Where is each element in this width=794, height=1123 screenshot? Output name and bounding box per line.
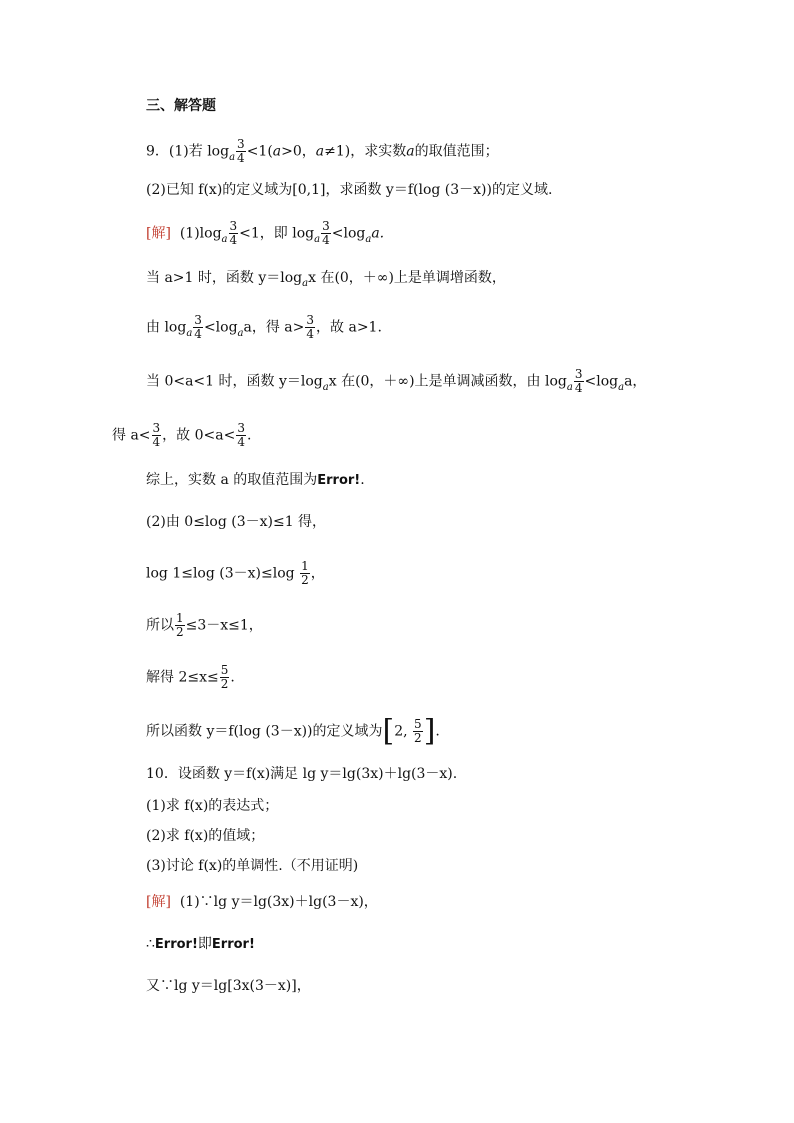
sol10-line2 [146,934,255,955]
text: 当 a>1 时，函数 y＝log [146,270,303,286]
subscript: a [365,233,372,245]
error-text: Error! [317,473,361,488]
numerator: 5 [414,717,422,731]
text: x 在(0，＋∞)上是单调增函数， [308,270,506,286]
text: 即 [197,936,212,952]
text: 2, [394,723,408,740]
numerator: 3 [152,421,161,435]
text: . [360,472,365,488]
numerator: 5 [220,663,229,677]
sol9-line10 [146,664,235,691]
text: ， [310,565,325,582]
sol9-line5 [112,422,251,449]
text: (1)log [179,225,222,242]
text: <1，即 log [239,225,315,242]
sol9-line1 [146,220,384,247]
numerator: 3 [237,137,245,151]
sol9-line4 [146,368,646,395]
denominator: 4 [574,381,583,395]
fraction [152,422,162,449]
error-text: Error! [154,937,198,952]
text: ，故 a>1. [316,319,382,336]
text: 得 a< [112,427,151,444]
fraction [229,220,239,247]
numerator: 3 [237,421,245,435]
fraction [413,718,423,745]
fraction [236,422,246,449]
denominator: 2 [301,573,309,587]
subscript: a [566,381,573,393]
fraction [236,138,246,165]
text: ≠1)，求实数 [324,143,407,160]
text: >0， [281,143,316,160]
text: (1)∵lg y＝lg(3x)＋lg(3－x)， [179,894,378,910]
text: ≤3－x≤1， [185,617,263,634]
fraction [574,368,584,395]
denominator: 2 [414,731,422,745]
subscript: a [302,278,309,289]
q10-part3: (3)讨论 f(x)的单调性.（不用证明) [146,858,359,874]
section-title: 三、解答题 [146,98,216,114]
text: (1)若 log [168,143,230,160]
text: . [230,669,235,686]
text: 所以函数 y＝f(log (3－x))的定义域为 [146,723,383,740]
text: <log [584,373,619,390]
text: 当 0<a<1 时，函数 y＝log [146,373,323,390]
subscript: a [314,233,321,245]
text: 所以 [146,617,174,634]
text: x 在(0，＋∞)上是单调减函数，由 log [328,373,567,390]
q10-part2: (2)求 f(x)的值域； [146,828,265,844]
subscript: a [322,381,329,393]
q9-number: 9． [146,143,169,160]
var: a [272,143,282,160]
sol9-line9 [146,612,263,639]
subscript: a [618,381,625,393]
text: <log [331,225,366,242]
text: . [246,427,252,444]
text: <1( [246,143,273,160]
solution-tag: [解] [146,894,171,910]
numerator: 3 [194,313,202,327]
text: a， [624,373,647,390]
denominator: 4 [229,233,238,247]
denominator: 4 [237,151,245,165]
var: a [406,143,415,160]
text: 解得 2≤x≤ [146,669,219,686]
error-text: Error! [211,937,255,952]
text: 的取值范围； [414,143,499,160]
solution-tag: [解] [146,225,171,242]
fraction [220,664,230,691]
right-bracket: ] [423,713,436,749]
denominator: 2 [176,625,184,639]
text: log 1≤log (3－x)≤log [146,565,300,582]
sol9-line6 [146,470,365,491]
q9-part1 [146,138,499,165]
numerator: 3 [306,313,315,327]
q10-part1: (1)求 f(x)的表达式； [146,798,279,814]
text: a. [371,225,385,242]
q10-stem: 10．设函数 y＝f(x)满足 lg y＝lg(3x)＋lg(3－x). [146,766,458,782]
numerator: 3 [574,367,583,381]
denominator: 2 [220,677,229,691]
sol10-line1 [146,892,378,912]
denominator: 4 [322,233,330,247]
subscript: a [229,151,236,163]
sol9-line11 [146,713,440,749]
fraction [175,612,185,639]
q9-part2: (2)已知 f(x)的定义域为[0,1]，求函数 y＝f(log (3－x))的定义域. [146,182,553,198]
fraction [321,220,331,247]
sol9-line8 [146,560,325,587]
denominator: 4 [306,327,315,341]
numerator: 3 [322,219,330,233]
text: a，得 a> [243,319,305,336]
denominator: 4 [194,327,202,341]
text: ，故 0<a< [162,427,236,444]
sol9-line2 [146,268,506,290]
numerator: 1 [176,611,184,625]
sol9-line7: (2)由 0≤log (3－x)≤1 得， [146,514,327,530]
text: 由 log [146,319,187,336]
subscript: a [237,327,244,339]
numerator: 1 [301,559,309,573]
subscript: a [186,327,193,339]
text: . [435,723,440,740]
text: <log [203,319,238,336]
denominator: 4 [237,435,245,449]
fraction [193,314,203,341]
text: ∴ [146,936,155,952]
numerator: 3 [229,219,238,233]
left-bracket: [ [382,713,395,749]
fraction [300,560,310,587]
text: 综上，实数 a 的取值范围为 [146,472,318,488]
denominator: 4 [152,435,161,449]
sol9-line3 [146,314,382,341]
sol10-line3: 又∵lg y＝lg[3x(3－x)]， [146,978,311,994]
var: a [315,143,325,160]
subscript: a [221,233,228,245]
fraction [305,314,315,341]
